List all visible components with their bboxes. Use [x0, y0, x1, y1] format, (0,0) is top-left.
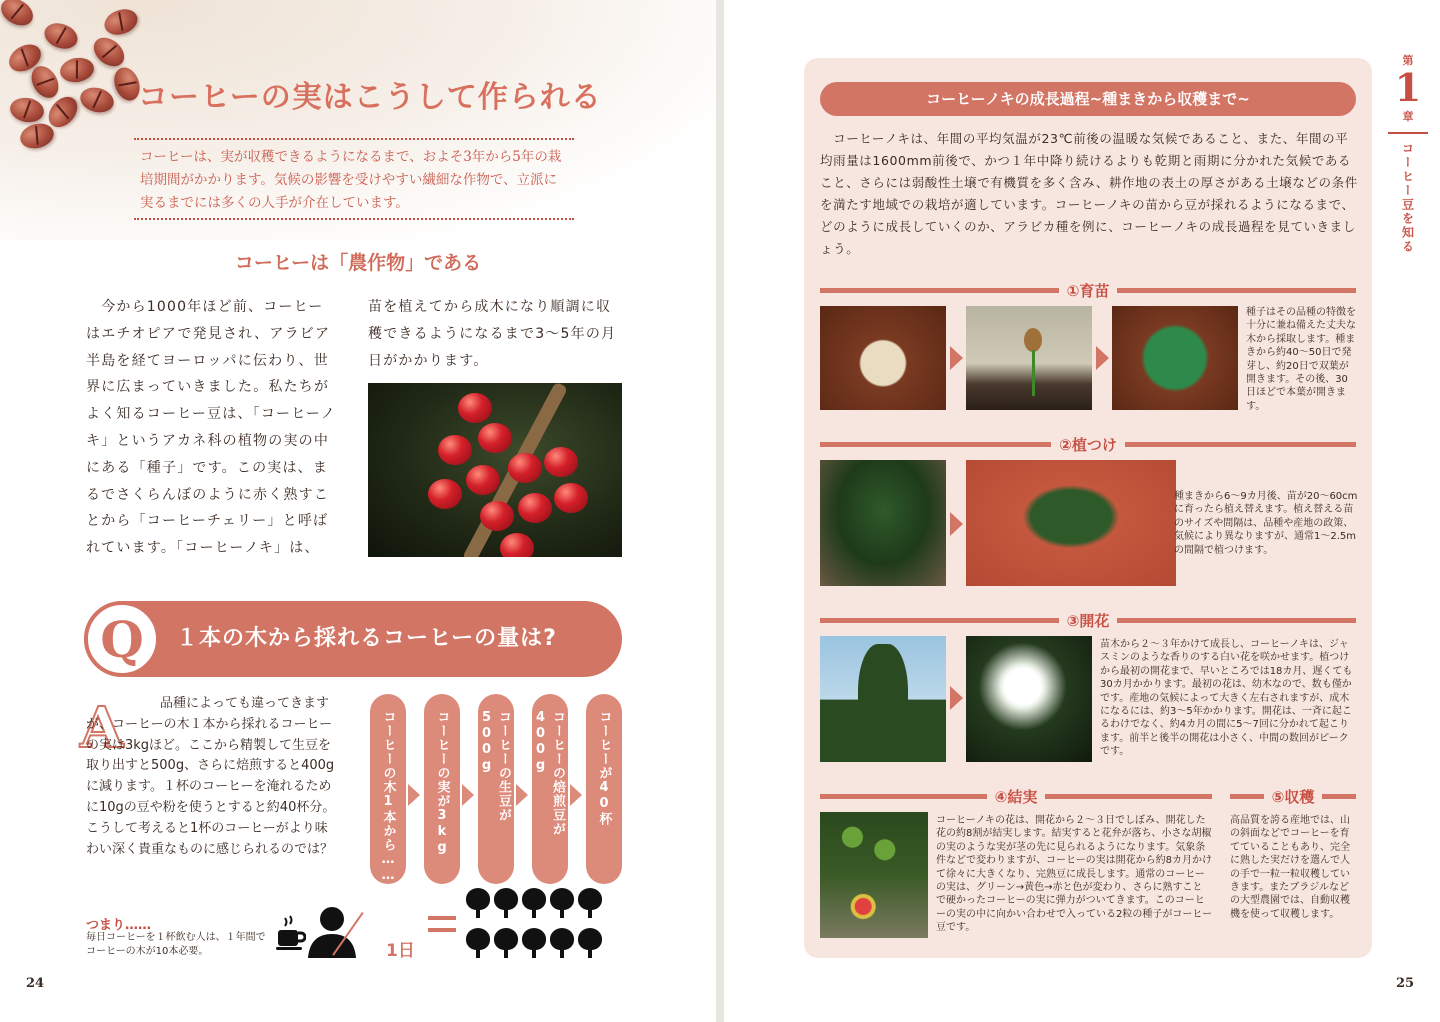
question-text: １本の木から採れるコーヒーの量は?: [176, 626, 557, 651]
lead-top-divider: [134, 138, 574, 140]
stage-heading-2: ②植つけ: [820, 434, 1356, 454]
stage-heading-5: ⑤収穫: [1230, 786, 1356, 806]
tree-icon: [578, 888, 602, 920]
arrow-right-icon: [408, 784, 420, 806]
sprout-photo: [966, 306, 1092, 410]
lead-bottom-divider: [134, 218, 574, 220]
body-column-1: 今から1000年ほど前、コーヒーはエチオピアで発見され、アラビア半島を経てヨーロッパに伝わり、世界に広まっていきました。私たちがよく知るコーヒー豆は、「コーヒーノキ」というアカネ科の植物の実の中にある「種子」です。この実は、まるでさくらんぼのように赤く熟すことから「コーヒーチェリー」と呼ばれています。「コーヒーノキ」は、: [86, 299, 336, 557]
stage-heading-3: ③開花: [820, 610, 1356, 630]
q-letter-badge: Q: [84, 601, 160, 677]
stage-text-3: 苗木から２～３年かけて成長し、コーヒーノキは、ジャスミンのような香りのする白い花を咲かせます。植つけから最初の開花まで、早いところでは18カ月、遅くても30カ月かかります。最初の花は、幼木なので、数も僅かです。産地の気候によって大きく左右されますが、成木になるには、約3～5年かかります。開花は、一斉に起こるわけでなく、約4カ月の間に5～7回に分かれて起こります。前半と後半の開花は小さく、中間の数回がピークです。: [1100, 639, 1353, 758]
fruit-photo: [820, 812, 928, 938]
stage-heading-1: ①育苗: [820, 280, 1356, 300]
tree-icon: [550, 888, 574, 920]
arrow-right-icon: [570, 784, 582, 806]
tree-icons: [466, 888, 598, 964]
tree-icon: [522, 888, 546, 920]
flower-photo: [966, 636, 1092, 762]
coffee-tree-photo: [820, 636, 946, 762]
page-left: [0, 0, 716, 1022]
pill-fruit: コーヒーの実が3kg: [424, 694, 460, 884]
tree-icon: [550, 928, 574, 960]
pill-roasted-bean: コーヒーの焙煎豆が400g: [532, 694, 568, 884]
page-right: [724, 0, 1440, 1022]
arrow-right-icon: [950, 686, 963, 710]
stage-text-2: 種まきから6～9カ月後、苗が20～60cmに育ったら植え替えます。植え替える苗のサイズや間隔は、品種や産地の政策、気候により異なりますが、通常1～2.5mの間隔で植つけます。: [1174, 491, 1358, 556]
coffee-cup-icon: [276, 914, 306, 954]
arrow-right-icon: [950, 512, 963, 536]
arrow-right-icon: [516, 784, 528, 806]
arrow-right-icon: [950, 346, 963, 370]
pill-cups: コーヒーが40杯: [586, 694, 622, 884]
a-letter-badge: A: [80, 695, 124, 761]
lead-paragraph: コーヒーは、実が収穫できるようになるまで、およそ3年から5年の栽培期間がかかります。気候の影響を受けやすい繊細な作物で、立派に実るまでには多くの人手が介在しています。: [140, 149, 562, 211]
panel-title: コーヒーノキの成長過程~種まきから収穫まで~: [820, 82, 1356, 116]
pill-green-bean: コーヒーの生豆が500g: [478, 694, 514, 884]
tree-icon: [494, 928, 518, 960]
tree-icon: [494, 888, 518, 920]
stage-text-5: 高品質を誇る産地では、山の斜面などでコーヒーを育てていることもあり、完全に熟した実だけを選んで人の手で一粒一粒収穫していきます。またブラジルなどの大型農園では、自動収穫機を使って収穫します。: [1230, 815, 1350, 920]
seed-photo: [820, 306, 946, 410]
chapter-name: コーヒー豆を知る: [1400, 142, 1415, 254]
page-number-right: 25: [1396, 976, 1415, 991]
growth-process-panel: [804, 58, 1372, 958]
tree-icon: [466, 928, 490, 960]
answer-text: 品種によっても違ってきますが、コーヒーの木１本から採れるコーヒーの実は3kgほど。ここから精製して生豆を取り出すと500g、さらに焙煎すると400gに減ります。１杯のコーヒーを淹れるために10gの豆や粉を使うとすると約40杯分。こうして考えると1杯のコーヒーがより味わい深く貴重なものに感じられるのでは？: [86, 696, 336, 857]
potted-seedling-photo: [820, 460, 946, 586]
summary-text: 毎日コーヒーを１杯飲む人は、１年間でコーヒーの木が10本必要。: [86, 932, 266, 957]
planting-photo: [966, 460, 1176, 586]
summary-label: つまり……: [86, 918, 152, 933]
chapter-suffix: 章: [1402, 110, 1414, 123]
stage-text-4: コーヒーノキの花は、開花から２～３日でしぼみ、開花した花の約8割が結実します。結実すると花弁が落ち、小さな胡椒の実のような実が茎の先に見られるようになります。気象条件などで変わりますが、コーヒーの実は開花から約8カ月かけて徐々に大きくなり、完熟豆に成長します。通常のコーヒーの実は、グリーン→黄色→赤と色が変わり、さらに熟すことで硬かったコーヒーの実に弾力がついてきます。このコーヒーの実の中に向かい合わせで入っている2粒の種子がコーヒー豆です。: [936, 815, 1212, 934]
page-title: コーヒーの実はこうして作られる: [138, 80, 602, 115]
arrow-right-icon: [1096, 346, 1109, 370]
seedling-photo: [1112, 306, 1238, 410]
question-banner: [84, 601, 622, 677]
body-column-2: 苗を植えてから成木になり順調に収穫できるようになるまで3～5年の月日がかかります。: [368, 299, 617, 369]
stage-heading-4: ④結実: [820, 786, 1212, 806]
section-heading: コーヒーは「農作物」である: [234, 252, 482, 274]
chapter-number: 1: [1394, 65, 1422, 110]
chapter-prefix: 第: [1402, 54, 1414, 67]
tree-icon: [522, 928, 546, 960]
tree-icon: [578, 928, 602, 960]
intro-paragraph: コーヒーノキは、年間の平均気温が23℃前後の温暖な気候であること、また、年間の平均雨量は1600mm前後で、かつ１年中降り続けるよりも乾期と雨期に分かれた気候であること、さらには弱酸性土壌で有機質を多く含み、耕作地の表土の厚さがある土壌などの条件を満たす地域での栽培が適しています。コーヒーノキの苗から豆が採れるようになるまで、どのように成長していくのか、アラビカ種を例に、コーヒーノキの成長過程を見ていきましょう。: [820, 131, 1358, 256]
pill-tree: コーヒーの木1本から……: [370, 694, 406, 884]
chapter-tab: [1388, 52, 1428, 254]
page-number-left: 24: [26, 976, 45, 991]
one-day-label: 1日: [386, 941, 415, 961]
arrow-right-icon: [462, 784, 474, 806]
coffee-cherry-photo: [368, 383, 622, 557]
equals-icon: [428, 910, 456, 940]
tree-icon: [466, 888, 490, 920]
stage-text-1: 種子はその品種の特徴を十分に兼ね備えた丈夫な木から採取します。種まきから約40～50日で発芽し、約20日で双葉が開きます。その後、30日ほどで本葉が開きます。: [1246, 307, 1356, 412]
